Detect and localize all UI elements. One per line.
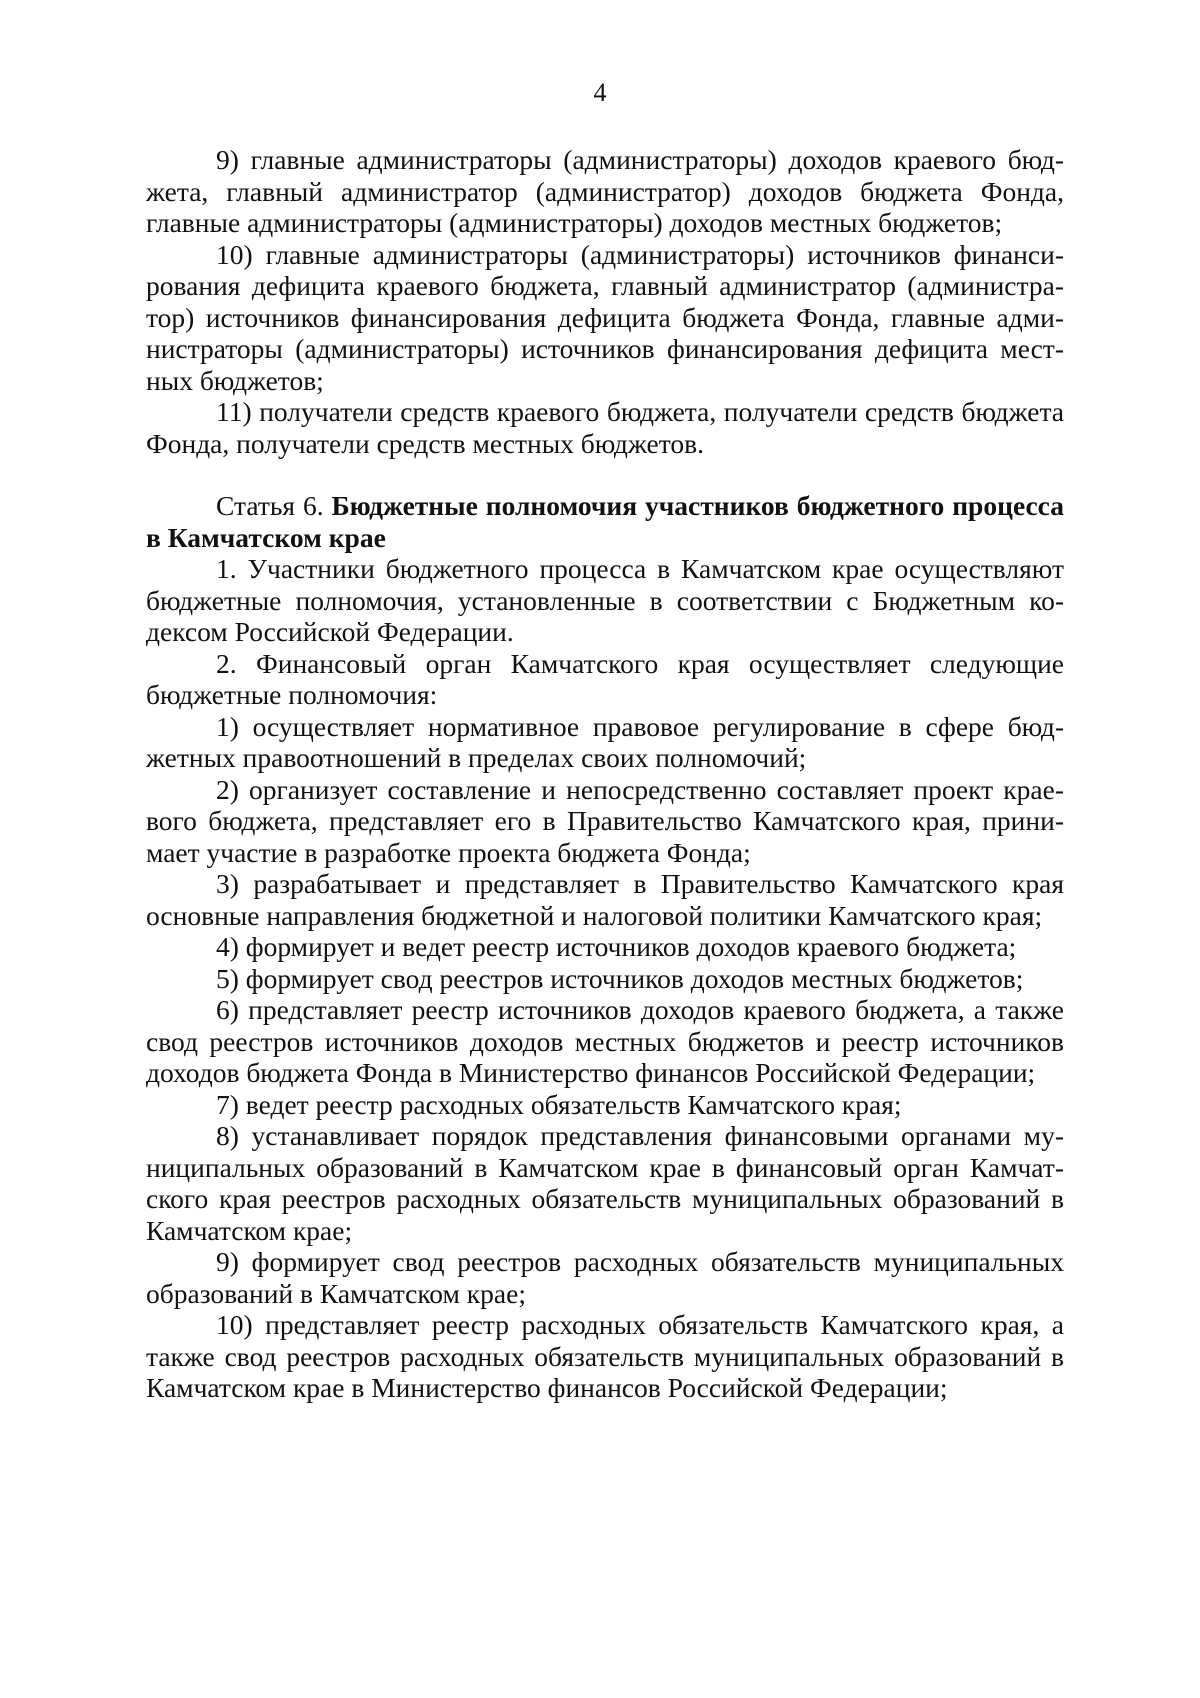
article-heading xyxy=(146,490,1064,553)
document-body xyxy=(146,144,1064,1404)
power-item-7: 7) ведет реестр расходных обязательств Камчатского края; xyxy=(216,1088,902,1120)
power-item-1: 1) осуществляет нормативное правовое регулирование в сфере бюджетных правоотношений в пределах своих полномочий; xyxy=(146,710,1064,773)
power-item-10: 10) представляет реестр расходных обязательств Камчатского края, а также свод реестров расходных обязательств муниципальных образований в Камчатском крае в Министерство финансов Российской Федерации; xyxy=(146,1309,1064,1403)
power-item-8: 8) устанавливает порядок представления финансовыми органами муниципальных образований в Камчатском крае в финансовый орган Камчатского края реестров расходных обязательств муниципальных образований в Камчатском крае; xyxy=(146,1120,1064,1246)
article-paragraph-2: 2. Финансовый орган Камчатского края осуществляет следующие бюджетные полномочия: xyxy=(146,647,1064,710)
list-item-9: 9) главные администраторы (администраторы) доходов краевого бюджета, главный администратор (администратор) доходов бюджета Фонда, главные администраторы (администраторы) доходов местных бюджетов; xyxy=(146,144,1064,238)
power-item-5: 5) формирует свод реестров источников доходов местных бюджетов; xyxy=(216,962,1024,994)
page-number: 4 xyxy=(593,78,607,107)
power-item-9: 9) формирует свод реестров расходных обязательств муниципальных образований в Камчатском крае; xyxy=(146,1246,1064,1309)
power-item-6: 6) представляет реестр источников доходов краевого бюджета, а также свод реестров источников доходов местных бюджетов и реестр источников доходов бюджета Фонда в Министерство финансов Российской Федерации; xyxy=(146,994,1064,1088)
article-title: Бюджетные полномочия участников бюджетного процесса в Камчатском крае xyxy=(146,490,1064,553)
list-item-11: 11) получатели средств краевого бюджета, получатели средств бюджета Фонда, получатели средств местных бюджетов. xyxy=(146,396,1064,459)
power-item-3: 3) разрабатывает и представляет в Правительство Камчатского края основные направления бюджетной и налоговой политики Камчатского края; xyxy=(146,868,1064,931)
article-label: Статья 6. xyxy=(216,490,332,521)
list-item-10: 10) главные администраторы (администраторы) источников финансирования дефицита краевого бюджета, главный администратор (администратор) источников финансирования дефицита бюджета Фонда, главные администраторы (администраторы) источников финансирования дефицита местных бюджетов; xyxy=(146,238,1064,396)
power-item-4: 4) формирует и ведет реестр источников доходов краевого бюджета; xyxy=(216,931,1017,962)
power-item-2: 2) организует составление и непосредственно составляет проект краевого бюджета, представляет его в Правительство Камчатского края, принимает участие в разработке проекта бюджета Фонда; xyxy=(146,773,1064,868)
article-paragraph-1: 1. Участники бюджетного процесса в Камчатском крае осуществляют бюджетные полномочия, установленные в соответствии с Бюджетным кодексом Российской Федерации. xyxy=(146,553,1064,647)
